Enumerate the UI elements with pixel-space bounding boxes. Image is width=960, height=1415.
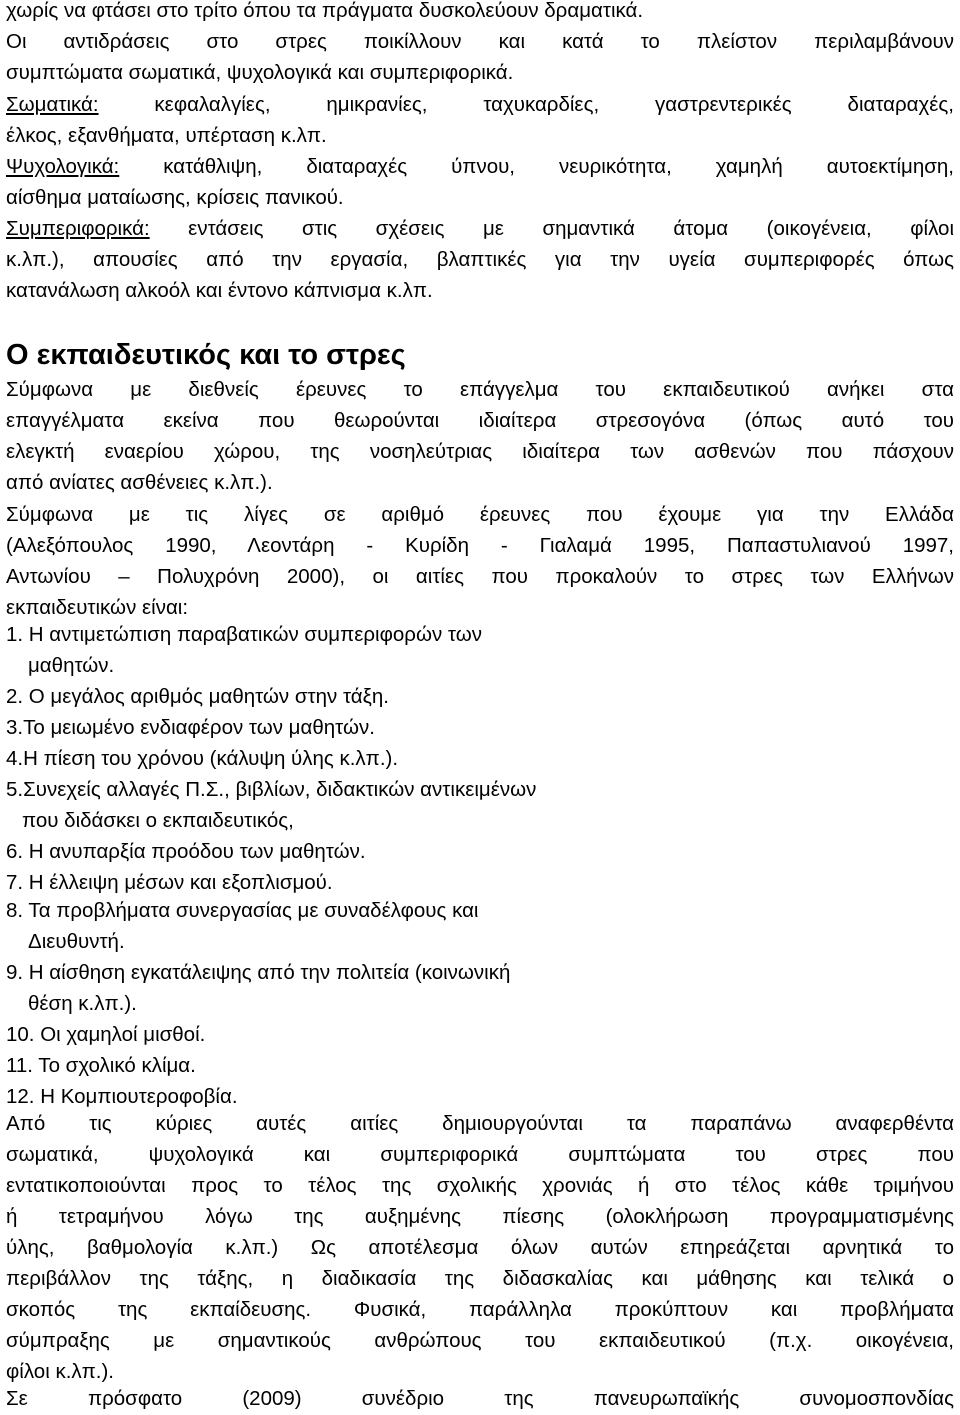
somatic-label: Σωματικά: — [6, 93, 99, 116]
paragraph-line: σωματικά, ψυχολογικά και συμπεριφορικά συμπτώματα του στρες που — [6, 1143, 954, 1166]
paragraph-line: ή τετραμήνου λόγω της αυξημένης πίεσης (ολοκλήρωση προγραμματισμένης — [6, 1205, 954, 1228]
paragraph-line: Σε πρόσφατο (2009) συνέδριο της πανευρωπαϊκής συνομοσπονδίας — [6, 1387, 954, 1410]
paragraph-line: εντατικοποιούνται προς το τέλος της σχολικής χρονιάς ή στο τέλος κάθε τριμήνου — [6, 1174, 954, 1197]
intro-line: κατανάλωση αλκοόλ και έντονο κάπνισμα κ.λπ. — [6, 279, 433, 302]
list-item: 11. Το σχολικό κλίμα. — [6, 1054, 196, 1077]
list-item-continuation: μαθητών. — [28, 654, 115, 677]
psychological-text: κατάθλιψη, διαταραχές ύπνου, νευρικότητα, χαμηλή αυτοεκτίμηση, — [119, 155, 954, 178]
paragraph-line: εκπαιδευτικών είναι: — [6, 596, 189, 619]
list-item: 1. Η αντιμετώπιση παραβατικών συμπεριφορών των — [6, 623, 482, 646]
list-item-continuation: που διδάσκει ο εκπαιδευτικός, — [22, 809, 294, 832]
psychological-symptoms-line — [6, 154, 954, 180]
list-item: 6. Η ανυπαρξία προόδου των μαθητών. — [6, 840, 366, 863]
section-heading: Ο εκπαιδευτικός και το στρες — [6, 339, 406, 371]
behavioral-text: εντάσεις στις σχέσεις με σημαντικά άτομα (οικογένεια, φίλοι — [149, 217, 954, 240]
paragraph-line: φίλοι κ.λπ.). — [6, 1360, 114, 1383]
intro-line: Οι αντιδράσεις στο στρες ποικίλλουν και κατά το πλείστον περιλαμβάνουν — [6, 30, 954, 53]
paragraph-line: επαγγέλματα εκείνα που θεωρούνται ιδιαίτερα στρεσογόνα (όπως αυτό του — [6, 409, 954, 432]
paragraph-line: ύλης, βαθμολογία κ.λπ.) Ως αποτέλεσμα όλων αυτών επηρεάζεται αρνητικά το — [6, 1236, 954, 1259]
intro-line: κ.λπ.), απουσίες από την εργασία, βλαπτικές για την υγεία συμπεριφορές όπως — [6, 248, 954, 271]
psychological-label: Ψυχολογικά: — [6, 155, 120, 178]
intro-line: συμπτώματα σωματικά, ψυχολογικά και συμπεριφορικά. — [6, 61, 514, 84]
list-item: 2. Ο μεγάλος αριθμός μαθητών στην τάξη. — [6, 685, 389, 708]
paragraph-line: Σύμφωνα με τις λίγες σε αριθμό έρευνες που έχουμε για την Ελλάδα — [6, 503, 954, 526]
list-item: 10. Οι χαμηλοί μισθοί. — [6, 1023, 206, 1046]
intro-line: αίσθημα ματαίωσης, κρίσεις πανικού. — [6, 186, 344, 209]
paragraph-line: Από τις κύριες αυτές αιτίες δημιουργούνται τα παραπάνω αναφερθέντα — [6, 1112, 954, 1135]
list-item: 12. Η Κομπιουτεροφοβία. — [6, 1085, 238, 1108]
paragraph-line: Αντωνίου – Πολυχρόνη 2000), οι αιτίες που προκαλούν το στρες των Ελλήνων — [6, 565, 954, 588]
somatic-symptoms-line — [6, 92, 954, 118]
paragraph-line: (Αλεξόπουλος 1990, Λεοντάρη - Κυρίδη - Γιαλαμά 1995, Παπαστυλιανού 1997, — [6, 534, 954, 557]
list-item: 3.Το μειωμένο ενδιαφέρον των μαθητών. — [6, 716, 375, 739]
intro-line: έλκος, εξανθήματα, υπέρταση κ.λπ. — [6, 124, 327, 147]
somatic-text: κεφαλαλγίες, ημικρανίες, ταχυκαρδίες, γαστρεντερικές διαταραχές, — [98, 93, 954, 116]
list-item: 9. Η αίσθηση εγκατάλειψης από την πολιτεία (κοινωνική — [6, 961, 511, 984]
paragraph-line: ελεγκτή εναερίου χώρου, της νοσηλεύτριας ιδιαίτερα των ασθενών που πάσχουν — [6, 440, 954, 463]
behavioral-symptoms-line — [6, 216, 954, 242]
intro-line: χωρίς να φτάσει στο τρίτο όπου τα πράγματα δυσκολεύουν δραματικά. — [6, 0, 644, 22]
paragraph-line: από ανίατες ασθένειες κ.λπ.). — [6, 471, 273, 494]
paragraph-line: Σύμφωνα με διεθνείς έρευνες το επάγγελμα του εκπαιδευτικού ανήκει στα — [6, 378, 954, 401]
list-item: 5.Συνεχείς αλλαγές Π.Σ., βιβλίων, διδακτικών αντικειμένων — [6, 778, 537, 801]
paragraph-line: περιβάλλον της τάξης, η διαδικασία της διδασκαλίας και μάθησης και τελικά ο — [6, 1267, 954, 1290]
list-item: 4.Η πίεση του χρόνου (κάλυψη ύλης κ.λπ.). — [6, 747, 399, 770]
list-item-continuation: θέση κ.λπ.). — [28, 992, 137, 1015]
paragraph-line: σκοπός της εκπαίδευσης. Φυσικά, παράλληλα προκύπτουν και προβλήματα — [6, 1298, 954, 1321]
behavioral-label: Συμπεριφορικά: — [6, 217, 150, 240]
paragraph-line: σύμπραξης με σημαντικούς ανθρώπους του εκπαιδευτικού (π.χ. οικογένεια, — [6, 1329, 954, 1352]
list-item-continuation: Διευθυντή. — [28, 930, 125, 953]
list-item: 8. Τα προβλήματα συνεργασίας με συναδέλφους και — [6, 899, 479, 922]
list-item: 7. Η έλλειψη μέσων και εξοπλισμού. — [6, 871, 333, 894]
